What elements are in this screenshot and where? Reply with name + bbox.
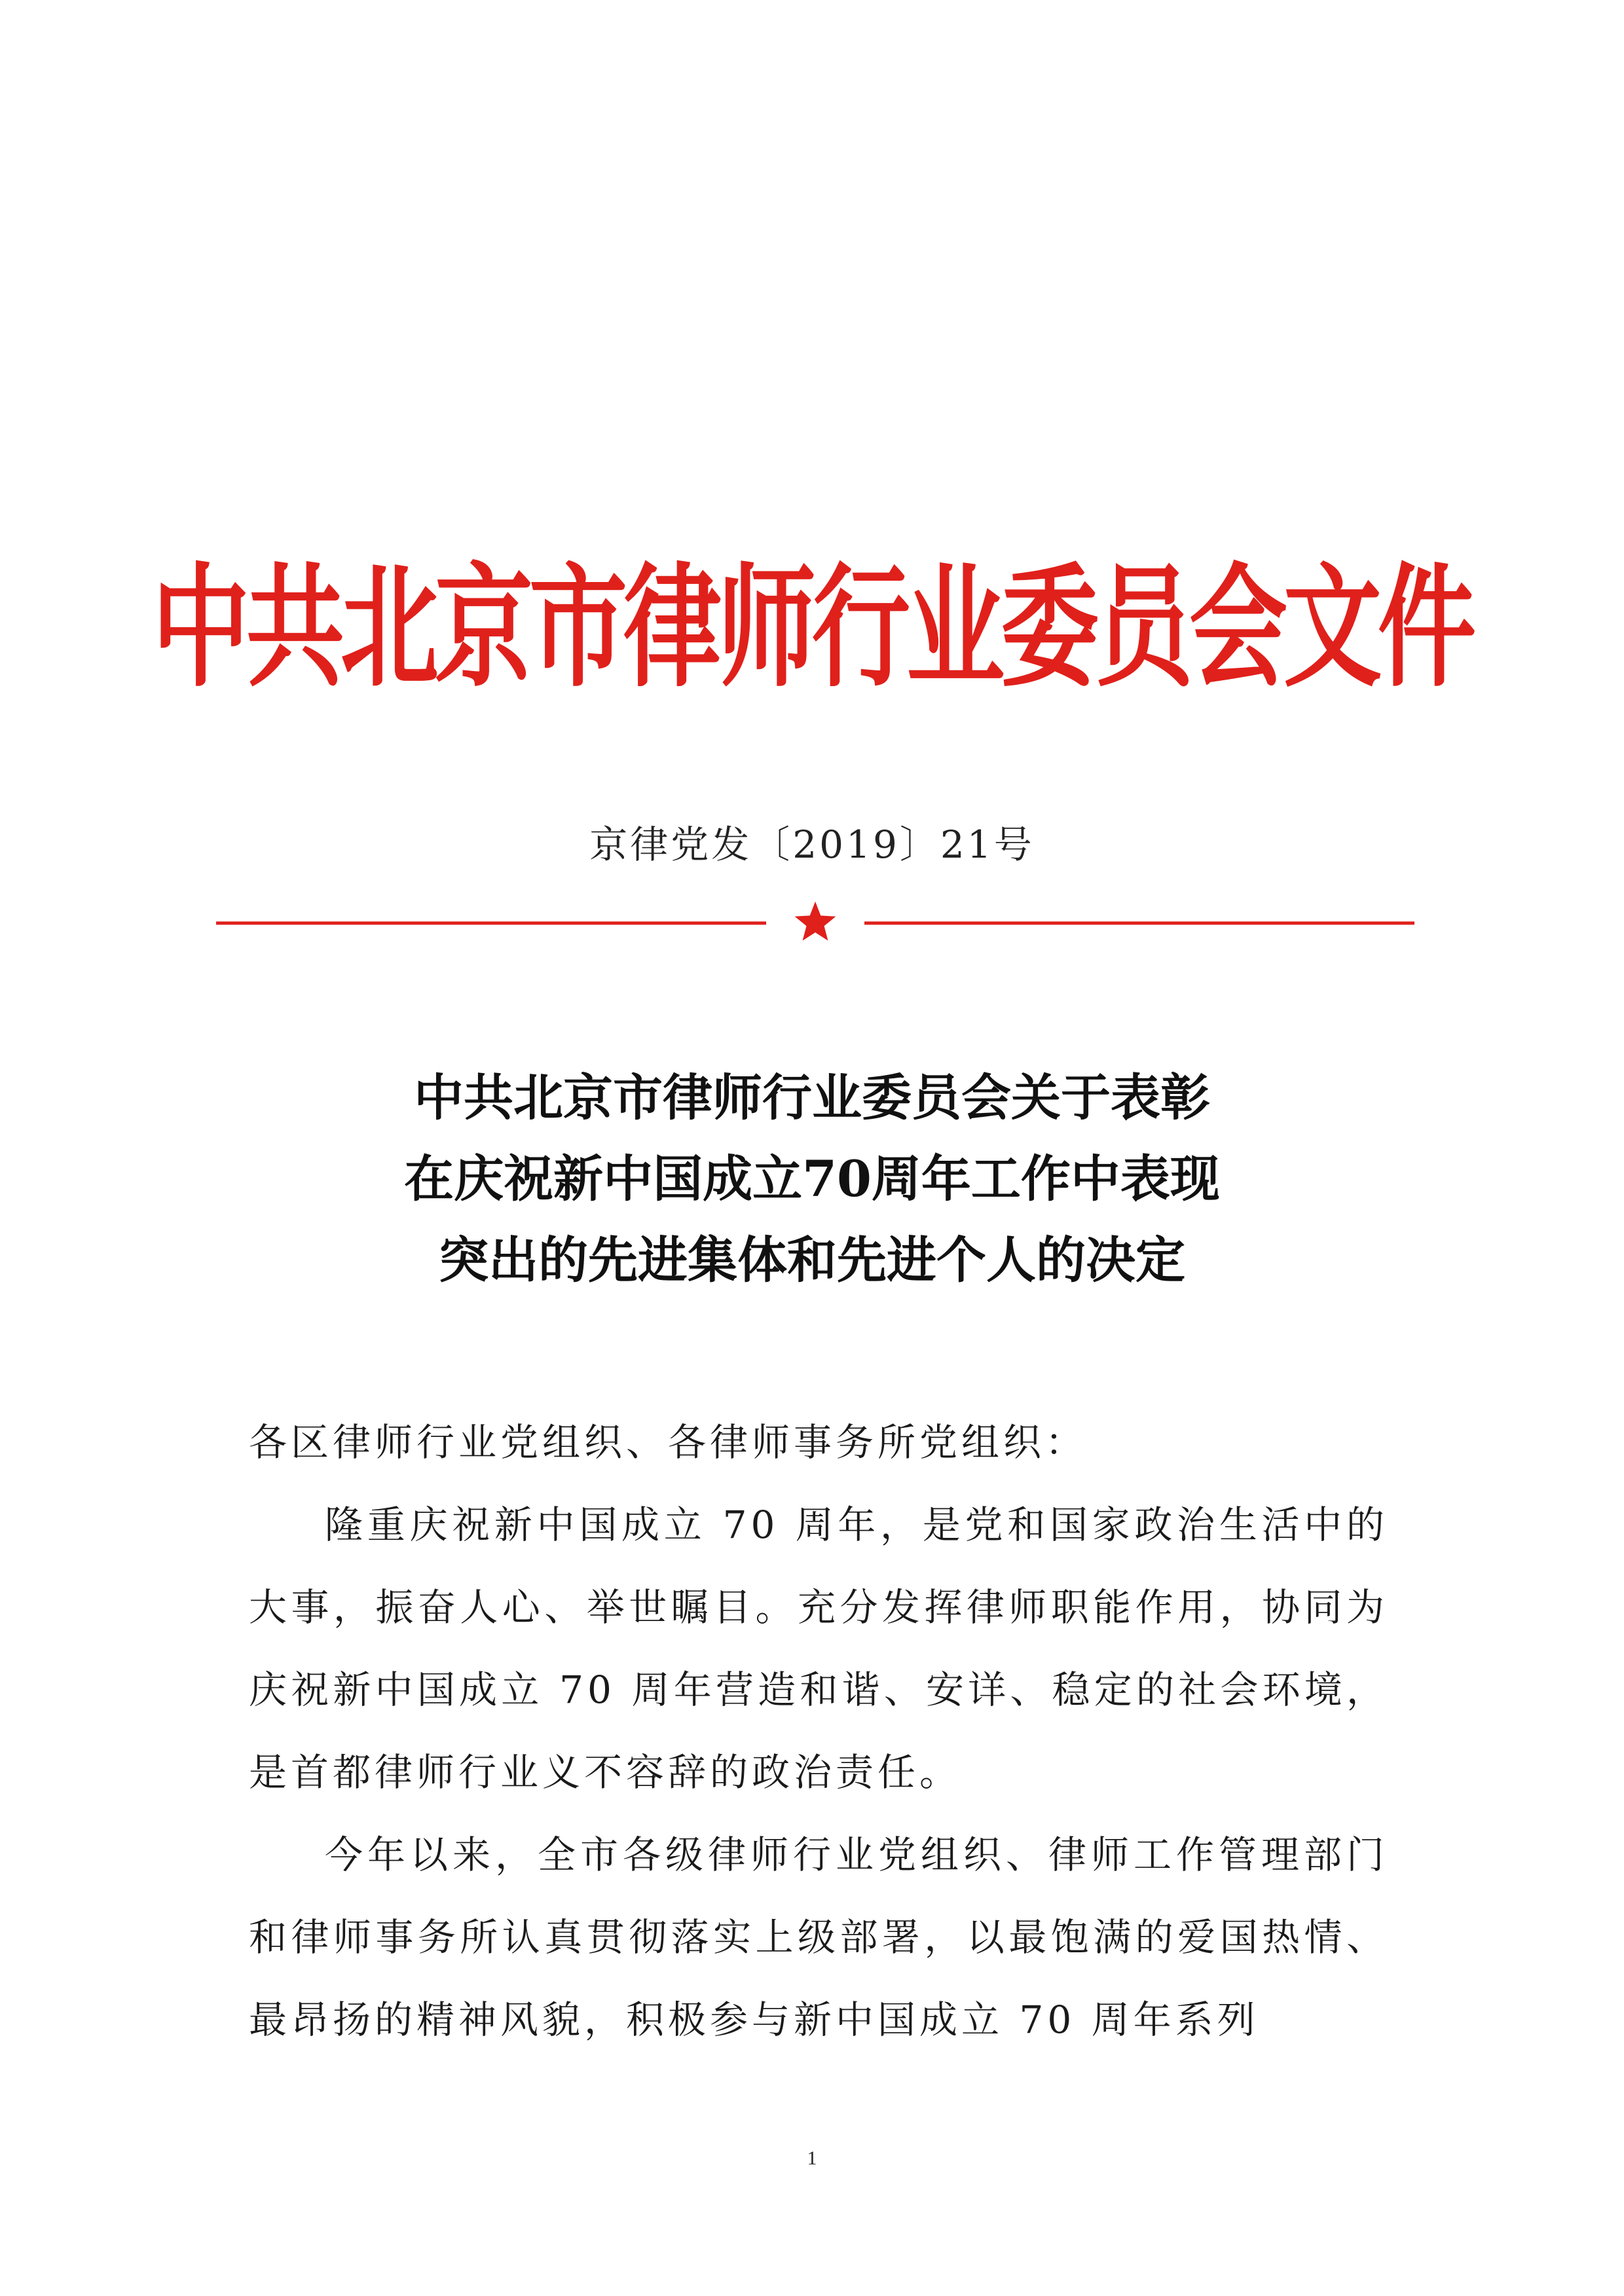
body-paragraph: 隆重庆祝新中国成立 70 周年，是党和国家政治生活中的大事，振奋人心、举世瞩目。充分发挥律师职能作用，协同为庆祝新中国成立 70 周年营造和谐、安详、稳定的社会环境，是首都律师行业义不容辞的政治责任。 — [249, 1503, 1388, 1795]
red-divider — [216, 887, 1414, 959]
document-masthead — [152, 522, 1473, 735]
title-line: 在庆祝新中国成立70周年工作中表现 — [404, 1150, 1220, 1208]
title-line: 突出的先进集体和先进个人的决定 — [439, 1231, 1185, 1289]
salutation: 各区律师行业党组织、各律师事务所党组织： — [249, 1420, 1088, 1465]
document-number: 京律党发〔2019〕21号 — [589, 822, 1035, 867]
body-paragraph: 今年以来，全市各级律师行业党组织、律师工作管理部门和律师事务所认真贯彻落实上级部署，以最饱满的爱国热情、最昂扬的精神风貌，积极参与新中国成立 70 周年系列 — [249, 1832, 1388, 2042]
title-line: 中共北京市律师行业委员会关于表彰 — [414, 1068, 1210, 1127]
page-number: 1 — [807, 2147, 817, 2169]
document-body — [249, 1401, 1388, 2061]
document-title — [196, 1057, 1428, 1301]
star-icon — [795, 902, 836, 941]
masthead-text: 中共北京市律师行业委员会文件 — [152, 551, 1473, 706]
